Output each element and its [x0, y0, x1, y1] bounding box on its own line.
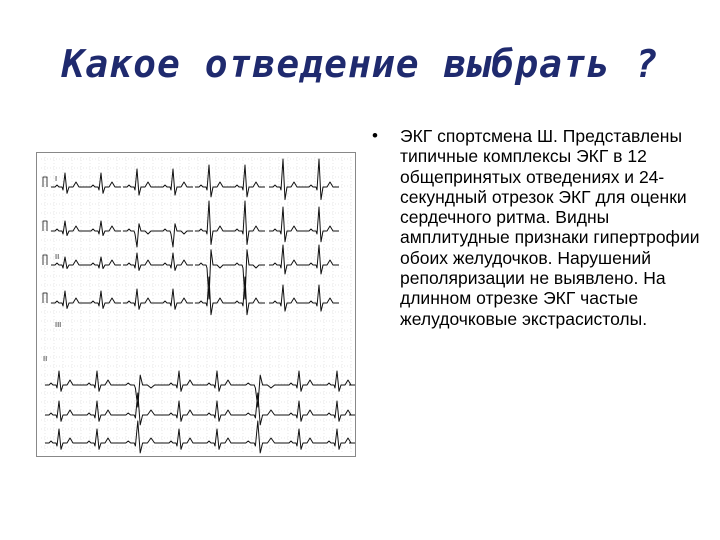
ecg-lead-trace [123, 224, 193, 247]
ecg-lead-trace [51, 291, 121, 308]
rhythm-strip-trace [45, 421, 355, 453]
ecg-grid [41, 157, 351, 452]
ecg-lead-trace [269, 159, 339, 200]
ecg-lead-trace [195, 165, 265, 197]
bullet-item [372, 126, 702, 329]
lead-label-II: II [55, 253, 60, 261]
ecg-lead-trace [269, 285, 339, 311]
ecg-lead-trace [195, 277, 265, 315]
ecg-lead-trace [195, 250, 265, 299]
ecg-lead-trace [123, 169, 193, 195]
bullet-list [372, 126, 702, 329]
lead-label-I: I [55, 175, 58, 183]
ecg-lead-trace [51, 221, 121, 236]
ecg-figure [36, 152, 356, 457]
ecg-tracings-image [37, 153, 355, 456]
rhythm-strip-trace [45, 371, 355, 407]
ecg-lead-trace [51, 173, 121, 193]
ecg-traces [43, 159, 355, 453]
lead-label-III: III [55, 321, 62, 329]
ecg-lead-trace [123, 253, 193, 270]
bullet-text: ЭКГ спортсмена Ш. Представлены типичные комплексы ЭКГ в 12 общепринятых отведениях и 24-секундный отрезок ЭКГ для оценки сердечного ритма. Видны амплитудные признаки гипертрофии обоих желудочков. Нарушений реполяризации не выявлено. На длинном отрезке ЭКГ частые желудочковые экстрасистолы. [400, 126, 700, 329]
ecg-lead-trace [123, 289, 193, 309]
ecg-lead-trace [269, 245, 339, 274]
bullet-marker: • [372, 126, 378, 145]
rhythm-strip-label: II [43, 355, 48, 363]
ecg-lead-trace [269, 207, 339, 242]
ecg-lead-labels [43, 175, 61, 363]
slide-title: Какое отведение выбрать ? [61, 42, 659, 86]
ecg-lead-trace [195, 201, 265, 245]
